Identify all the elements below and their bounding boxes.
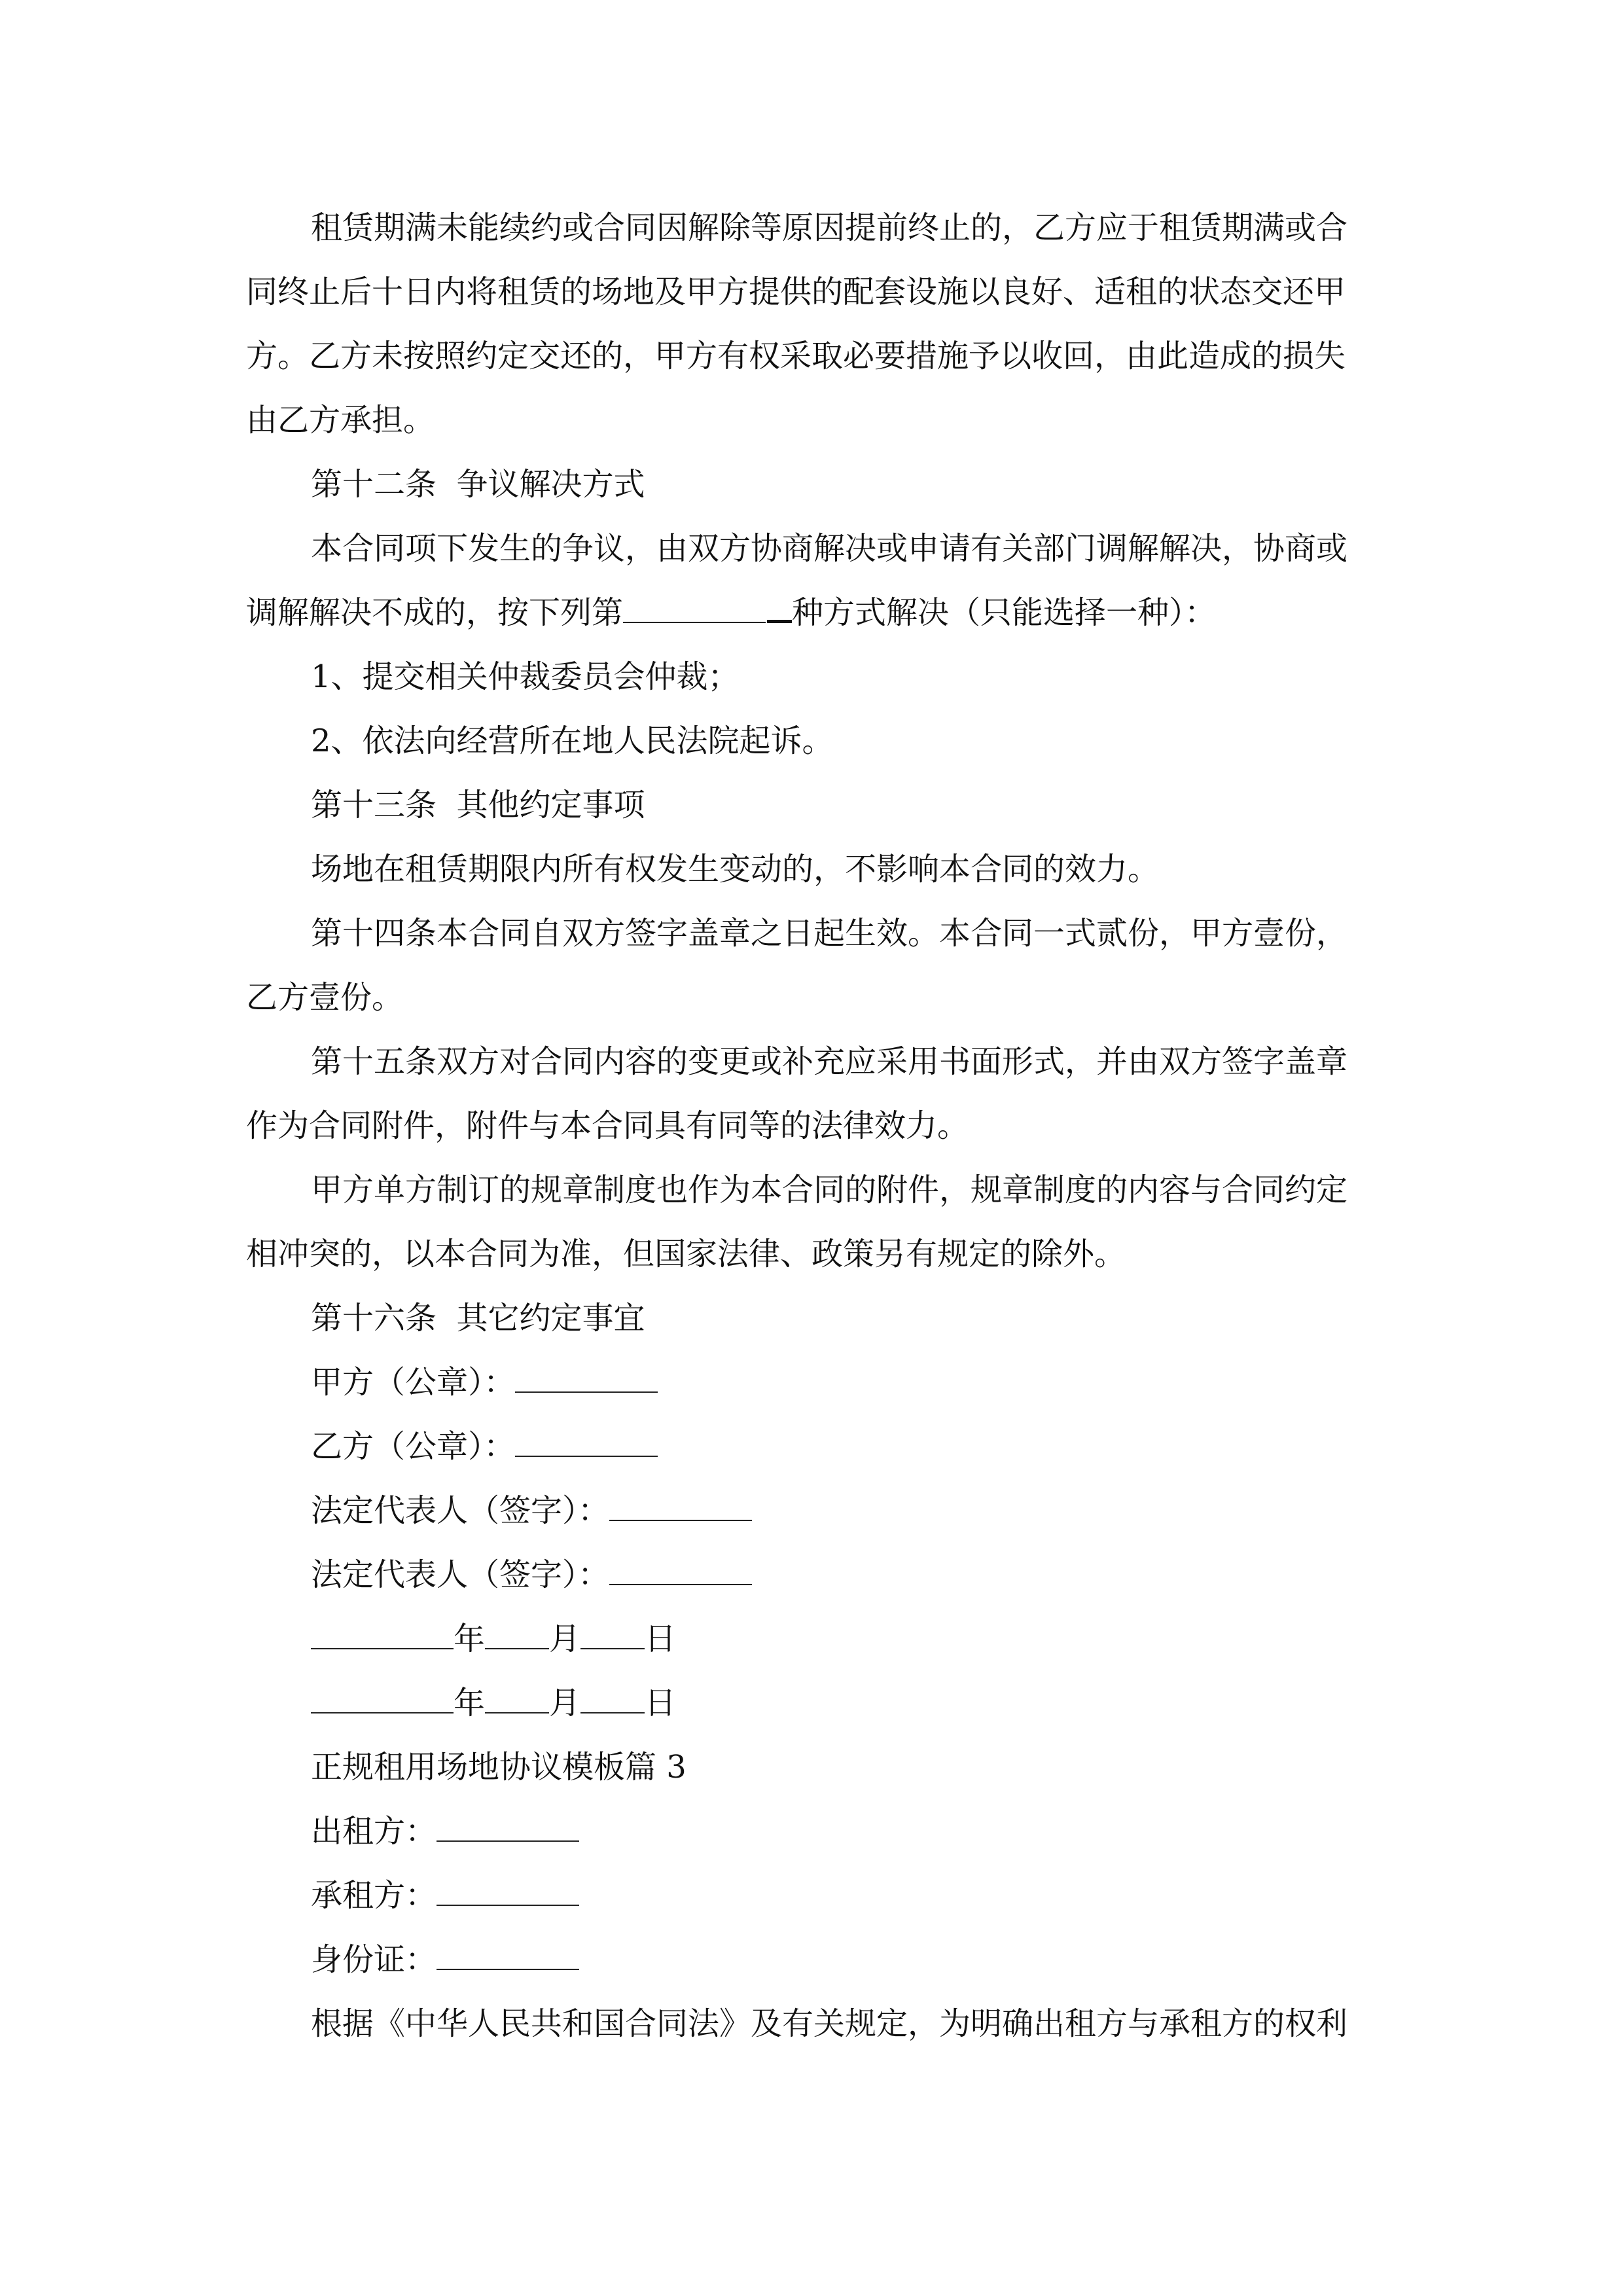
section-heading: 第十二条 争议解决方式 xyxy=(311,466,645,503)
paragraph-line: 本合同项下发生的争议，由双方协商解决或申请有关部门调解解决，协商或 xyxy=(311,530,1348,567)
paragraph-line: 第十五条双方对合同内容的变更或补充应采用书面形式，并由双方签字盖章 xyxy=(311,1043,1348,1080)
field-label: 身份证： xyxy=(311,1941,437,1978)
year-label: 年 xyxy=(454,1621,486,1657)
paragraph-line: 乙方壹份。 xyxy=(246,979,404,1016)
year-blank xyxy=(311,1622,454,1649)
year-label: 年 xyxy=(454,1685,486,1721)
document-title: 正规租用场地协议模板篇 3 xyxy=(311,1749,687,1785)
month-blank xyxy=(485,1686,549,1713)
field-label: 甲方（公章）： xyxy=(311,1364,516,1401)
signature-line-party-b xyxy=(311,1427,658,1466)
month-label: 月 xyxy=(549,1621,581,1657)
year-blank xyxy=(311,1686,454,1713)
signature-line-representative xyxy=(311,1555,752,1594)
fill-in-blank-marker xyxy=(767,594,792,623)
field-label: 法定代表人（签字）： xyxy=(311,1492,610,1529)
signature-line-party-a xyxy=(311,1363,658,1402)
list-item: 2、依法向经营所在地人民法院起诉。 xyxy=(311,723,834,759)
paragraph-line: 方。乙方未按照约定交还的，甲方有权采取必要措施予以收回，由此造成的损失 xyxy=(246,338,1346,374)
text-segment: 调解解决不成的，按下列第 xyxy=(246,594,624,631)
paragraph-line xyxy=(246,593,1216,632)
section-heading: 第十六条 其它约定事宜 xyxy=(311,1300,645,1336)
paragraph-line: 根据《中华人民共和国合同法》及有关规定，为明确出租方与承租方的权利 xyxy=(311,2005,1348,2042)
field-line-lessee xyxy=(311,1876,579,1915)
day-blank xyxy=(580,1622,645,1649)
signature-blank xyxy=(609,1558,752,1585)
signature-blank xyxy=(515,1365,658,1393)
paragraph-line: 租赁期满未能续约或合同因解除等原因提前终止的，乙方应于租赁期满或合 xyxy=(311,209,1348,246)
field-line-lessor xyxy=(311,1812,579,1851)
list-item: 1、提交相关仲裁委员会仲裁； xyxy=(311,658,740,695)
date-line xyxy=(311,1619,676,1659)
paragraph-line: 甲方单方制订的规章制度也作为本合同的附件，规章制度的内容与合同约定 xyxy=(311,1172,1348,1208)
text-segment: 种方式解决（只能选择一种）： xyxy=(792,594,1217,631)
field-label: 出租方： xyxy=(311,1813,437,1850)
month-label: 月 xyxy=(549,1685,581,1721)
signature-blank xyxy=(515,1429,658,1457)
paragraph-line: 作为合同附件，附件与本合同具有同等的法律效力。 xyxy=(246,1107,969,1144)
field-label: 承租方： xyxy=(311,1877,437,1914)
day-label: 日 xyxy=(645,1685,677,1721)
day-blank xyxy=(580,1686,645,1713)
signature-blank xyxy=(609,1494,752,1521)
section-heading: 第十三条 其他约定事项 xyxy=(311,787,645,823)
paragraph-line: 相冲突的，以本合同为准，但国家法律、政策另有规定的除外。 xyxy=(246,1236,1126,1272)
fill-in-blank xyxy=(437,1814,579,1842)
fill-in-blank xyxy=(623,596,766,623)
paragraph-line: 场地在租赁期限内所有权发生变动的，不影响本合同的效力。 xyxy=(311,851,1160,888)
field-line-id xyxy=(311,1940,579,1979)
month-blank xyxy=(485,1622,549,1649)
field-label: 法定代表人（签字）： xyxy=(311,1556,610,1593)
day-label: 日 xyxy=(645,1621,677,1657)
paragraph-line: 第十四条本合同自双方签字盖章之日起生效。本合同一式贰份，甲方壹份， xyxy=(311,915,1348,952)
field-label: 乙方（公章）： xyxy=(311,1428,516,1465)
paragraph-line: 由乙方承担。 xyxy=(246,402,435,439)
paragraph-line: 同终止后十日内将租赁的场地及甲方提供的配套设施以良好、适租的状态交还甲 xyxy=(246,274,1346,310)
date-line xyxy=(311,1683,676,1723)
fill-in-blank xyxy=(437,1943,579,1970)
fill-in-blank xyxy=(437,1878,579,1906)
signature-line-representative xyxy=(311,1491,752,1530)
